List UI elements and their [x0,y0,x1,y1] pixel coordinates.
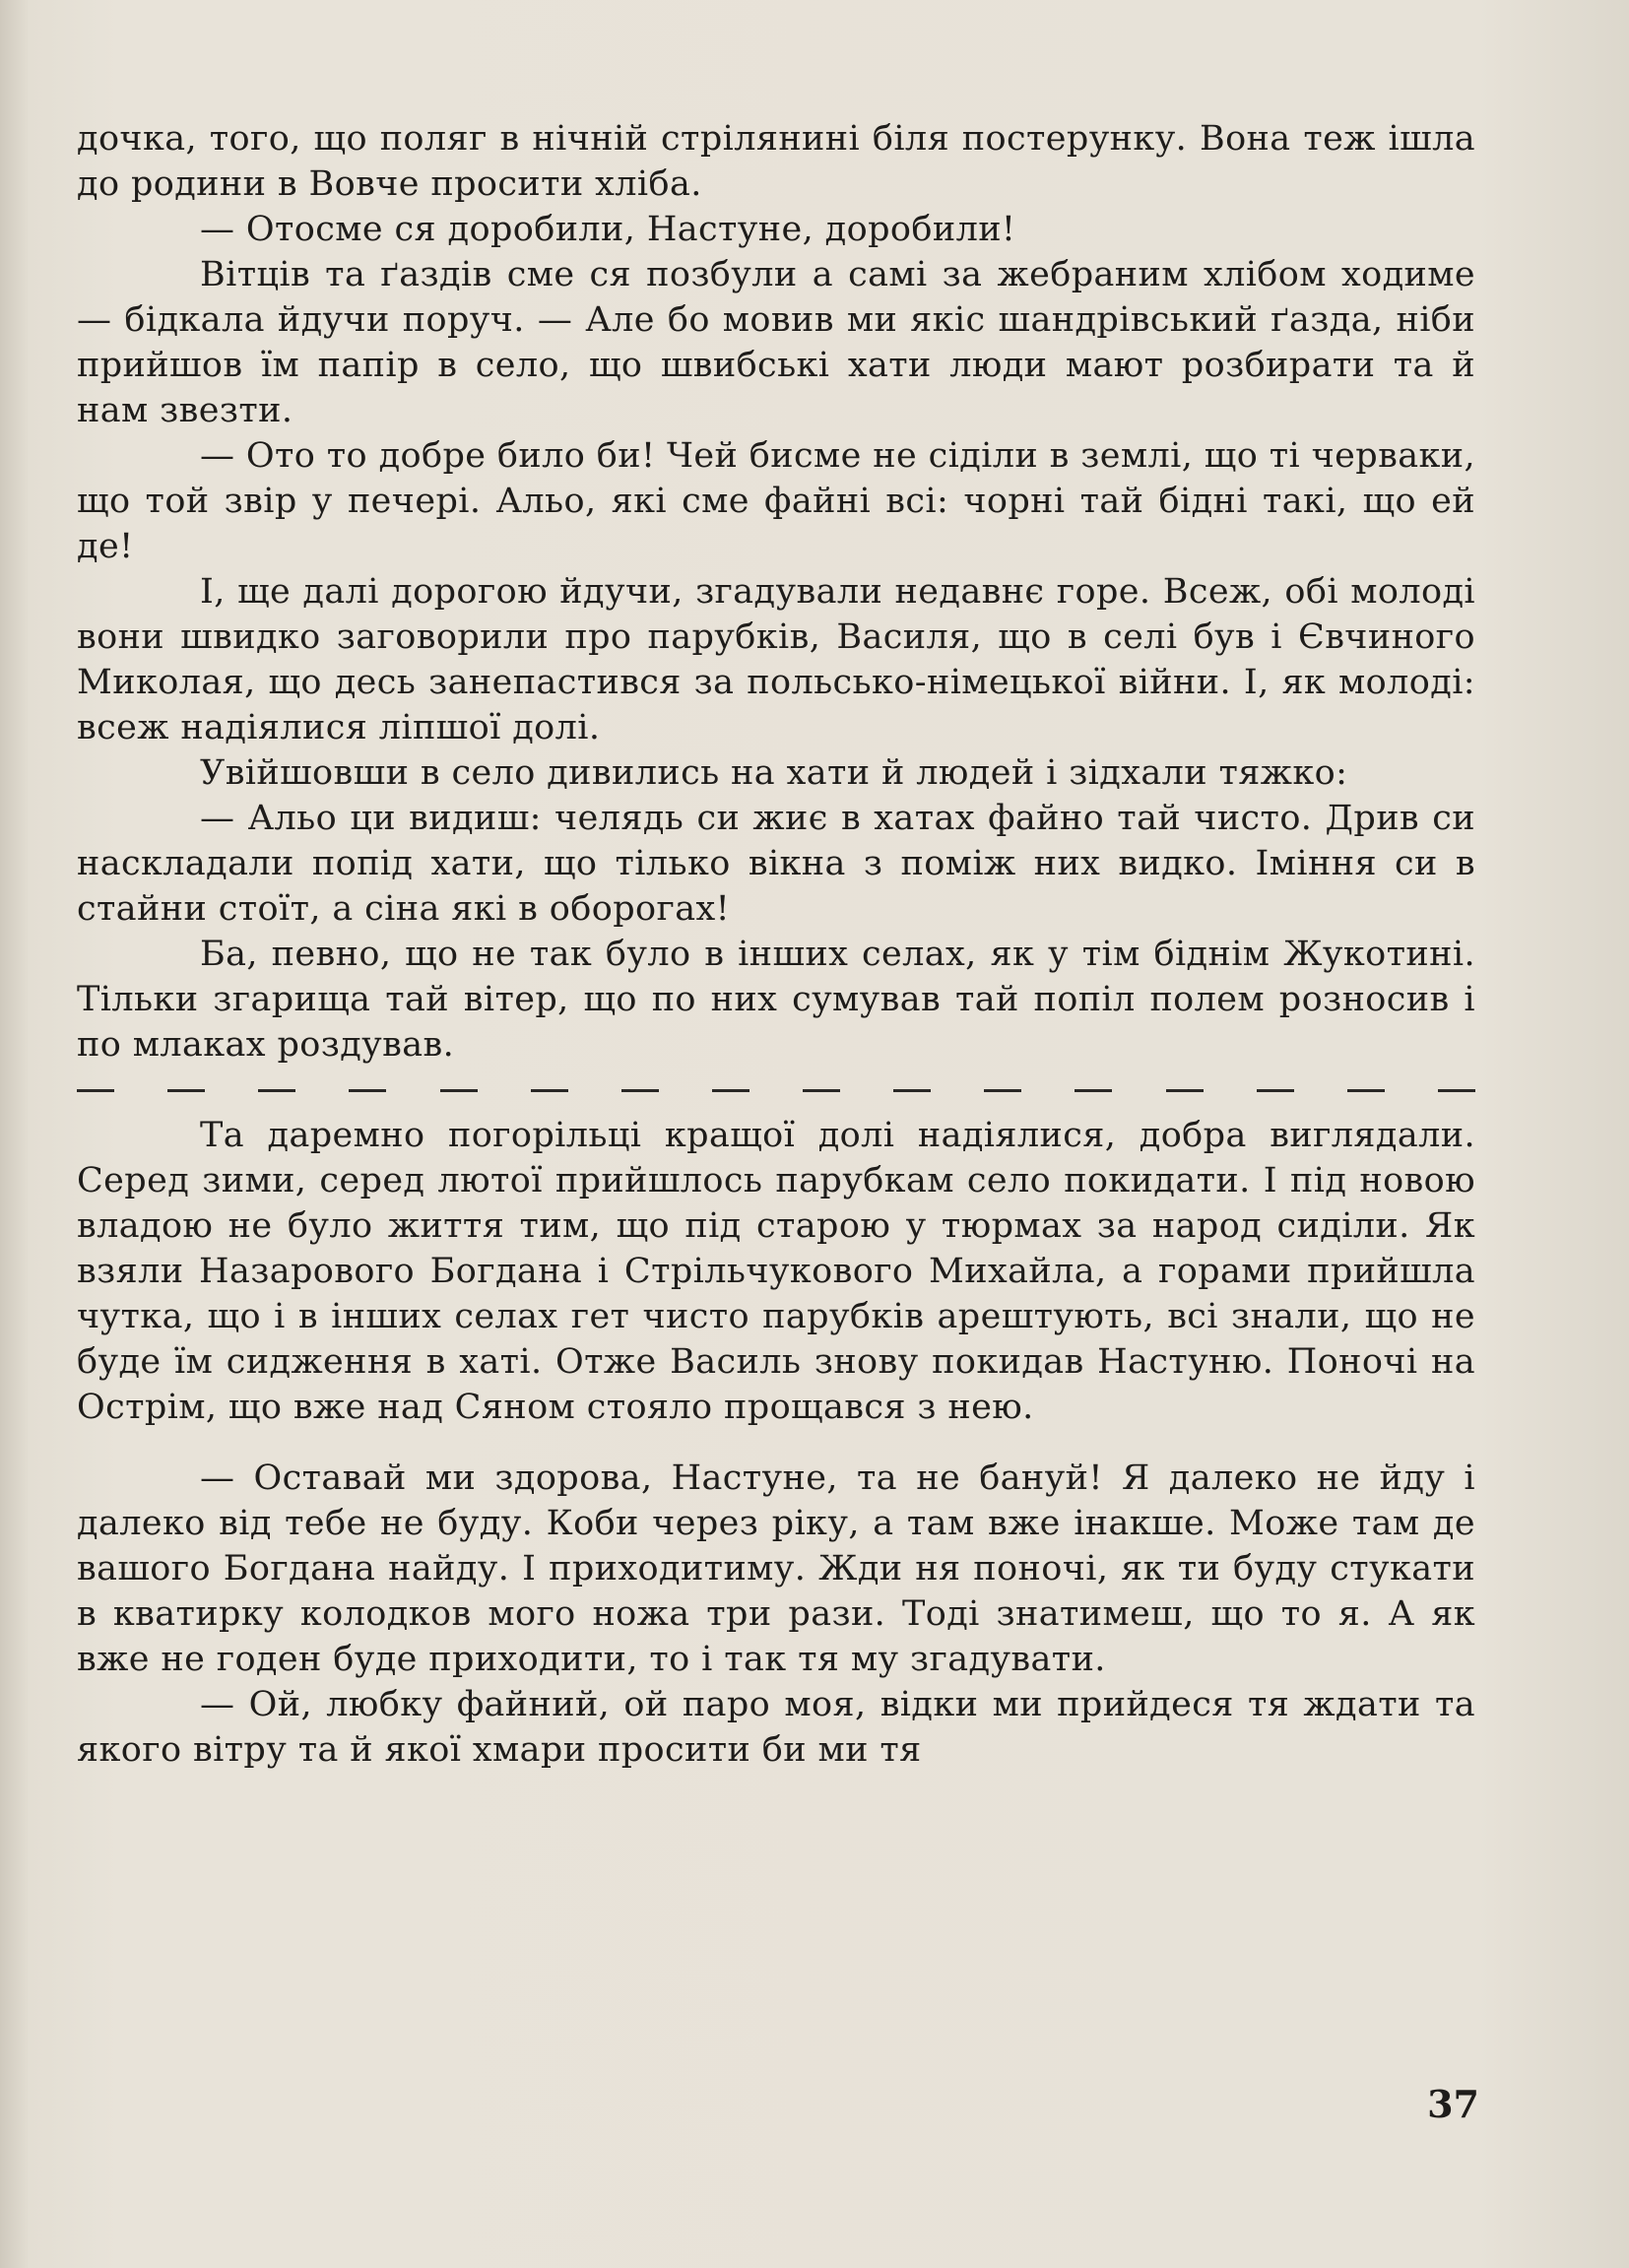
paragraph-11: — Ой, любку файний, ой паро моя, відки ми прийдеся тя ждати та якого вітру та й якої хмари просити би ми тя [77,1685,1475,1770]
paragraph-7: — Альо ци видиш: челядь си жиє в хатах файно тай чисто. Дрив си наскладали попід хати, що тілько вікна з поміж них видко. Іміння си в стайни стоїт, а сіна які в оборогах! [77,799,1475,929]
separator-dash [1166,1089,1204,1092]
paragraph-10: — Оставай ми здорова, Настуне, та не бануй! Я далеко не йду і далеко від тебе не буду. Коби через ріку, а там вже інакше. Може там де вашого Богдана найду. І приходитиму. Жди ня поночі, як ти буду стукати в кватирку колодков мого ножа три рази. Тоді знатимеш, що то я. А як вже не годен буде приходити, то і так тя му згадувати. [77,1458,1475,1679]
page-number: 37 [1427,2082,1479,2126]
separator-dash [1438,1089,1475,1092]
separator-dash [440,1089,478,1092]
separator-dash [621,1089,659,1092]
separator-dash [803,1089,840,1092]
section-separator [77,1068,1475,1113]
separator-dash [1347,1089,1385,1092]
paragraph-3: Вітців та ґаздів сме ся позбули а самі за жебраним хлібом ходиме — бідкала йдучи поруч. — Але бо мовив ми якіс шандрівський ґазда, ніби прийшов їм папір в село, що швибські хати люди мают розбирати та й нам звезти. [77,255,1475,430]
separator-dash [349,1089,386,1092]
paragraph-4: — Ото то добре било би! Чей бисме не сіділи в землі, що ті черваки, що той звір у печері. Альо, які сме файні всі: чорні тай бідні такі, що ей де! [77,436,1475,566]
separator-dash [167,1089,205,1092]
separator-dash [984,1089,1021,1092]
separator-dash [712,1089,749,1092]
separator-dash [258,1089,295,1092]
paragraph-2: — Отосме ся доробили, Настуне, доробили! [200,210,1016,249]
page-body-text [77,116,1475,1773]
separator-dash [531,1089,568,1092]
separator-dash [1075,1089,1112,1092]
paragraph-8: Ба, певно, що не так було в інших селах, як у тім біднім Жукотині. Тільки згарища тай вітер, що по них сумував тай попіл полем розносив і по млаках роздував. [77,935,1475,1065]
paragraph-5: І, ще далі дорогою йдучи, згадували недавнє горе. Всеж, обі молоді вони швидко заговорили про парубків, Василя, що в селі був і Євчиного Миколая, що десь занепастився за польсько-німецької війни. І, як молоді: всеж надіялися ліпшої долі. [77,572,1475,747]
paragraph-9: Та даремно погорільці кращої долі надіялися, добра виглядали. Серед зими, серед лютої прийшлось парубкам село покидати. І під новою владою не було життя тим, що під старою у тюрмах за народ сиділи. Як взяли Назарового Богдана і Стрільчукового Михайла, а горами прийшла чутка, що і в інших селах гет чисто парубків арештують, всі знали, що не буде їм сидження в хаті. Отже Василь знову покидав Настуню. Поночі на Острім, що вже над Сяном стояло прощався з нею. [77,1116,1475,1427]
paragraph-6: Увійшовши в село дивились на хати й людей і зідхали тяжко: [200,753,1348,793]
separator-dash [77,1089,114,1092]
separator-dash [1257,1089,1294,1092]
paragraph-1: дочка, того, що поляг в нічній стрілянині біля постерунку. Вона теж ішла до родини в Вовче просити хліба. [77,119,1475,204]
separator-dash [893,1089,931,1092]
